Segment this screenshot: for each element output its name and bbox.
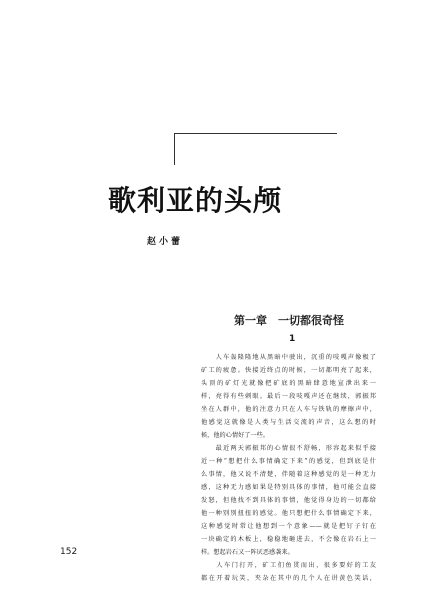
text-line: 一块确定的木板上，稳稳地砸进去，不会像在岩石上一 [201,536,376,543]
decorative-vertical-rule [174,133,175,165]
chapter-heading: 第一章 一切都很奇怪 [234,314,344,327]
article-title: 歌利亚的头颅 [108,184,283,217]
text-line: 他感觉这就像是人类与生活交流的声音，这么想的时 [201,419,376,426]
text-line: 人车门打开，矿工们鱼贯而出，很多要好的工友 [201,562,376,569]
text-line: 坐在人群中，他的注意力只在人车与铁轨的摩擦声中， [201,406,376,413]
text-line: 样。想起岩石又一阵厌恶感袭来。 [201,549,294,556]
decorative-horizontal-rule [174,133,337,134]
text-line: 候，他的心情好了一些。 [201,432,270,439]
text-line: 么事情，他又说不清楚，伴随着这种感觉的是一种无力 [201,471,376,478]
author-name: 赵小蕾 [147,237,184,247]
page-number: 152 [60,547,78,557]
text-line: 矿工的疲惫。快接近终点的时候，一切都明亮了起来， [201,367,376,374]
text-line: 感，这种无力感如果是特别具体的事情，他可能会直接 [201,484,376,491]
text-line: 都在开着玩笑，夹杂在其中的几个人在讲黄色笑话， [201,575,376,582]
text-line: 发怒，但他找不到具体的事情，他觉得身边的一切都给 [201,497,376,504]
text-line: 他一种别别扭扭的感觉。他只想把什么事情确定下来， [201,510,376,517]
text-line: 样，亮得有些刺眼。最后一段吱嘎声还在继续，郭振邦 [201,393,376,400]
text-line: 头顶的矿灯光就像把矿底的黑暗肆意地宣泄出来一 [201,380,376,387]
text-line: 近一种“想把什么事情确定下来”的感觉，但到底是什 [201,458,376,465]
text-line: 人车轰隆隆地从黑暗中驶出，沉重的吱嘎声像极了 [201,354,376,361]
body-text [201,351,376,585]
text-line: 最近两天郭振邦的心情很不舒畅，形容起来似乎接 [201,445,376,452]
section-number: 1 [289,334,296,344]
text-line: 这种感觉时常让他想到一个意象——就是把钉子钉在 [201,523,376,530]
